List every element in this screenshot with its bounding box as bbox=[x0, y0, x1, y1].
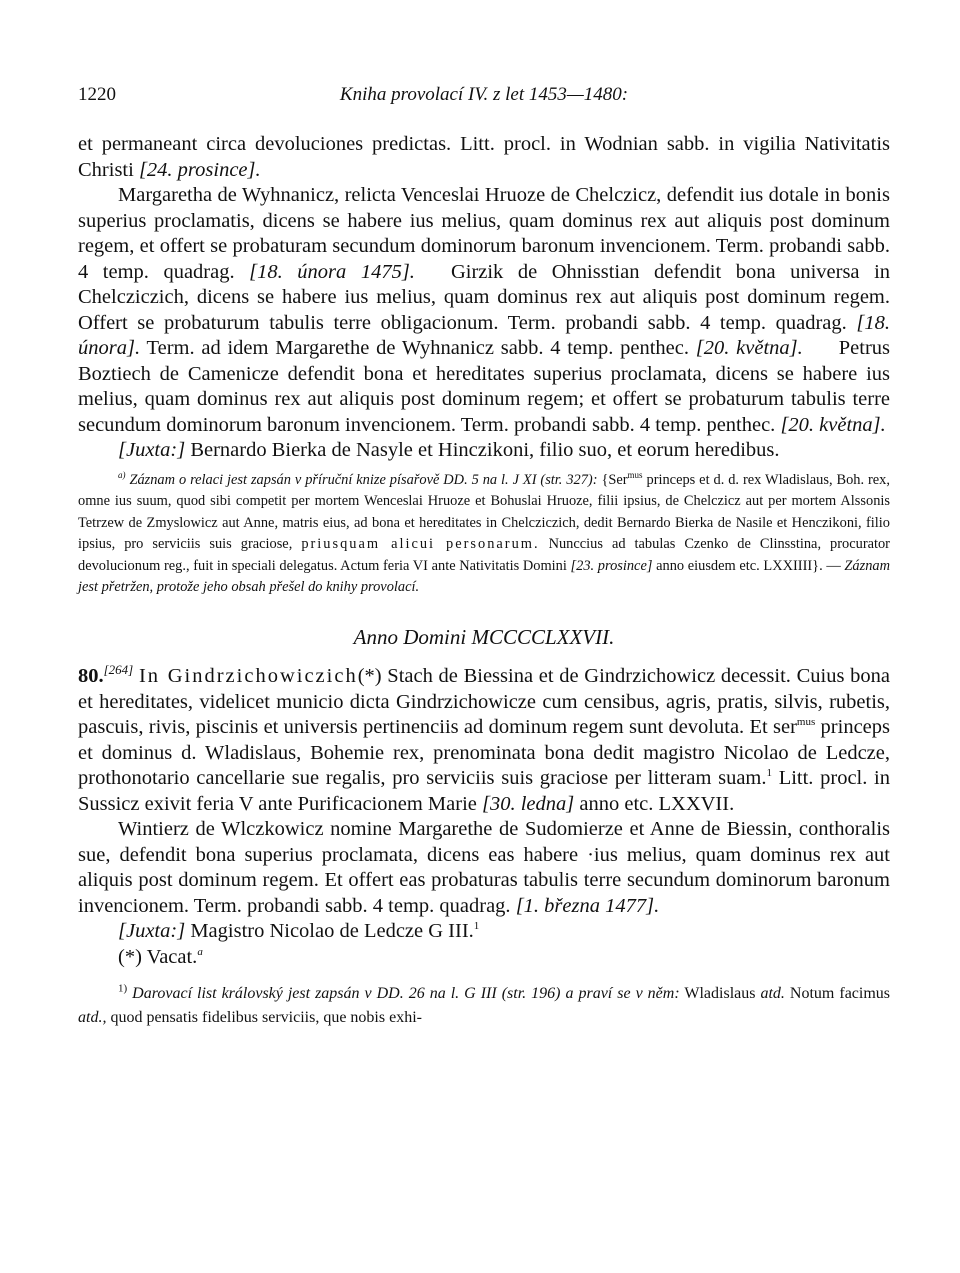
wintierz-paragraph bbox=[78, 817, 890, 919]
page-header bbox=[78, 84, 890, 114]
section-heading: Anno Domini MCCCCLXXVII. bbox=[353, 625, 615, 650]
juxta-text-1: Bernardo Bierka de Nasyle et Hinczikoni, filio suo, et eorum heredibus. bbox=[190, 439, 780, 461]
vacat-text: (*) Vacat. bbox=[118, 945, 198, 968]
footnote-1 bbox=[78, 982, 890, 1030]
footnote-ref-1: 1 bbox=[766, 767, 772, 780]
juxta-label-1: [Juxta:] bbox=[118, 439, 186, 461]
wintierz-date: [1. března 1477]. bbox=[515, 894, 660, 917]
girzik-text: Girzik de Ohnisstian defendit bona universa in Chelcziczich, dicens se habere ius melius, quam dominus rex aut aliquis post dominum regem. Offert se probaturum tabulis terre obligacionum. Term. probandi sabb. 4 temp. quadrag. bbox=[78, 260, 891, 334]
juxta-paragraph-1 bbox=[78, 438, 890, 464]
footnote-1-intro: Darovací list královský jest zapsán v DD. 26 na l. G III (str. 196) a praví se v něm: bbox=[132, 985, 680, 1003]
intro-paragraph bbox=[78, 132, 890, 183]
main-text-2 bbox=[78, 664, 890, 970]
note-a-intro: Záznam o relaci jest zapsán v příruční knize písařově DD. 5 na l. J XI (str. 327): bbox=[129, 471, 598, 488]
folio-number: [264] bbox=[103, 662, 134, 678]
note-a-tail: Záznam jest přetržen, protože jeho obsah přešel do knihy provolací. bbox=[78, 557, 890, 596]
footnote-1-atd-2: atd., bbox=[78, 1009, 107, 1027]
note-a-date: [23. prosince] bbox=[570, 557, 653, 574]
footnote-1-text-1: Wladislaus bbox=[684, 985, 756, 1003]
note-a-spaced: priusquam alicui personarum. bbox=[301, 536, 540, 553]
entry-80-paragraph bbox=[78, 664, 890, 817]
entry-80-text-1: (*) Stach de Biessina et de Gindrzichowicz decessit. Cuius bona et hereditates, videlicet municio dicta Gindrzichowicze cum censibus, agris, pratis, silvis, rubetis, pascuis, rivis, piscinis et universis pertinenciis ad dominum regem sunt devoluta. Et ser bbox=[78, 665, 891, 739]
entry-80-text-3: Litt. procl. in Sussicz exivit feria V ante Purificacionem Marie bbox=[78, 767, 891, 815]
juxta-paragraph-2 bbox=[78, 919, 890, 945]
main-text bbox=[78, 132, 890, 464]
note-a-marker: a) bbox=[118, 469, 126, 480]
footnote-1-text-2: Notum facimus bbox=[789, 985, 891, 1003]
footnote-1-text-3: quod pensatis fidelibus serviciis, que nobis exhi- bbox=[110, 1009, 422, 1027]
juxta-label-2: [Juxta:] bbox=[118, 920, 186, 943]
term-idem-text: Term. ad idem Margarethe de Wyhnanicz sabb. 4 temp. penthec. bbox=[146, 337, 689, 359]
entry-80-spaced: In Gindrzichowiczich bbox=[138, 665, 358, 688]
entry-number: 80. bbox=[78, 665, 104, 688]
wintierz-text: Wintierz de Wlczkowicz nomine Margarethe de Sudomierze et Anne de Biessin, conthoralis sue, defendit bona superius proclamata, dicens eas habere ·ius melius, quam dominus rex aut aliquis post dominum regem. Et offert eas probaturas tabulis terre secundum dominorum baronum invencionem. Term. probandi sabb. 4 temp. quadrag. bbox=[78, 818, 890, 917]
margaretha-text: Margaretha de Wyhnanicz, relicta Venceslai Hruoze de Chelczicz, defendit ius dotale in bonis superius proclamatis, dicens se habere ius melius, quam dominus rex aut aliquis post dominum regem, et offert se probaturam secundum dominorum baronum invencionem. Term. probandi sabb. 4 temp. quadrag. bbox=[78, 184, 890, 283]
note-a-text-1: princeps et d. d. rex Wladislaus, Boh. rex, omne ius suum, quod sibi competit per mortem Wenceslai Hruoze et Bohuslai Hruoze, filii ipsius, de Chelczicz aut per mortem Alssonis Tetrzew de Zmyslowicz aut Anne, matris eius, ad bona et hereditates in Chelcziczich, dedit Bernardo Bierka de Nasile et Henczikoni, filio ipsius, pro serviciis suis graciose, bbox=[78, 471, 890, 553]
entry-80-text-2: princeps et dominus d. Wladislaus, Bohemie rex, prenominata bona dedit magistro Nicolao de Ledcze, prothonotario cancellarie sue regalis, pro serviciis suis graciose per litteram suam. bbox=[78, 716, 890, 790]
intro-text: et permaneant circa devoluciones predictas. Litt. procl. in Wodnian sabb. in vigilia Nativitatis Christi bbox=[78, 133, 890, 181]
note-a-sermus: {Ser$^{mus}$ bbox=[601, 469, 643, 488]
petrus-text: Petrus Boztiech de Camenicze defendit bona et hereditates superius proclamata, dicens se habere ius melius, quam dominus rex aut aliquis post dominum regem; et offert se probaturum tabulis terre secundum dominorum baronum invencionem. Term. probandi sabb. 4 temp. penthec. bbox=[78, 337, 890, 436]
term-idem-date: [20. května]. bbox=[695, 337, 803, 359]
note-a bbox=[78, 470, 890, 600]
vacat-marker: a bbox=[197, 945, 203, 958]
juxta-text-2: Magistro Nicolao de Ledcze G III. bbox=[190, 920, 474, 943]
note-a-text-2: Nunccius ad tabulas Czenko de Clinsstina, procurator devolucionum reg., fuit in speciali delegatus. Actum feria VI ante Nativitatis Domini bbox=[78, 536, 890, 574]
note-a-text-3: anno eiusdem etc. LXXIIII}. — bbox=[656, 557, 841, 574]
entry-80-text-4: anno etc. LXXVII. bbox=[579, 792, 735, 815]
footnote-1-marker: 1) bbox=[118, 982, 128, 995]
page-number: 1220 bbox=[78, 84, 116, 105]
margaretha-date: [18. února 1475]. bbox=[249, 260, 415, 283]
running-title: Kniha provolací IV. z let 1453—1480: bbox=[339, 84, 629, 105]
document-page bbox=[78, 84, 890, 1030]
margaretha-paragraph bbox=[78, 183, 890, 438]
girzik-date: [18. února]. bbox=[78, 311, 890, 359]
petrus-date: [20. května]. bbox=[780, 413, 886, 436]
footnote-ref-2: 1 bbox=[473, 920, 480, 933]
intro-date: [24. prosince]. bbox=[138, 158, 261, 181]
entry-80-sup: mus bbox=[796, 716, 816, 729]
footnote-1-atd-1: atd. bbox=[760, 985, 785, 1003]
vacat-paragraph bbox=[78, 945, 890, 971]
entry-80-date: [30. ledna] bbox=[482, 792, 575, 815]
